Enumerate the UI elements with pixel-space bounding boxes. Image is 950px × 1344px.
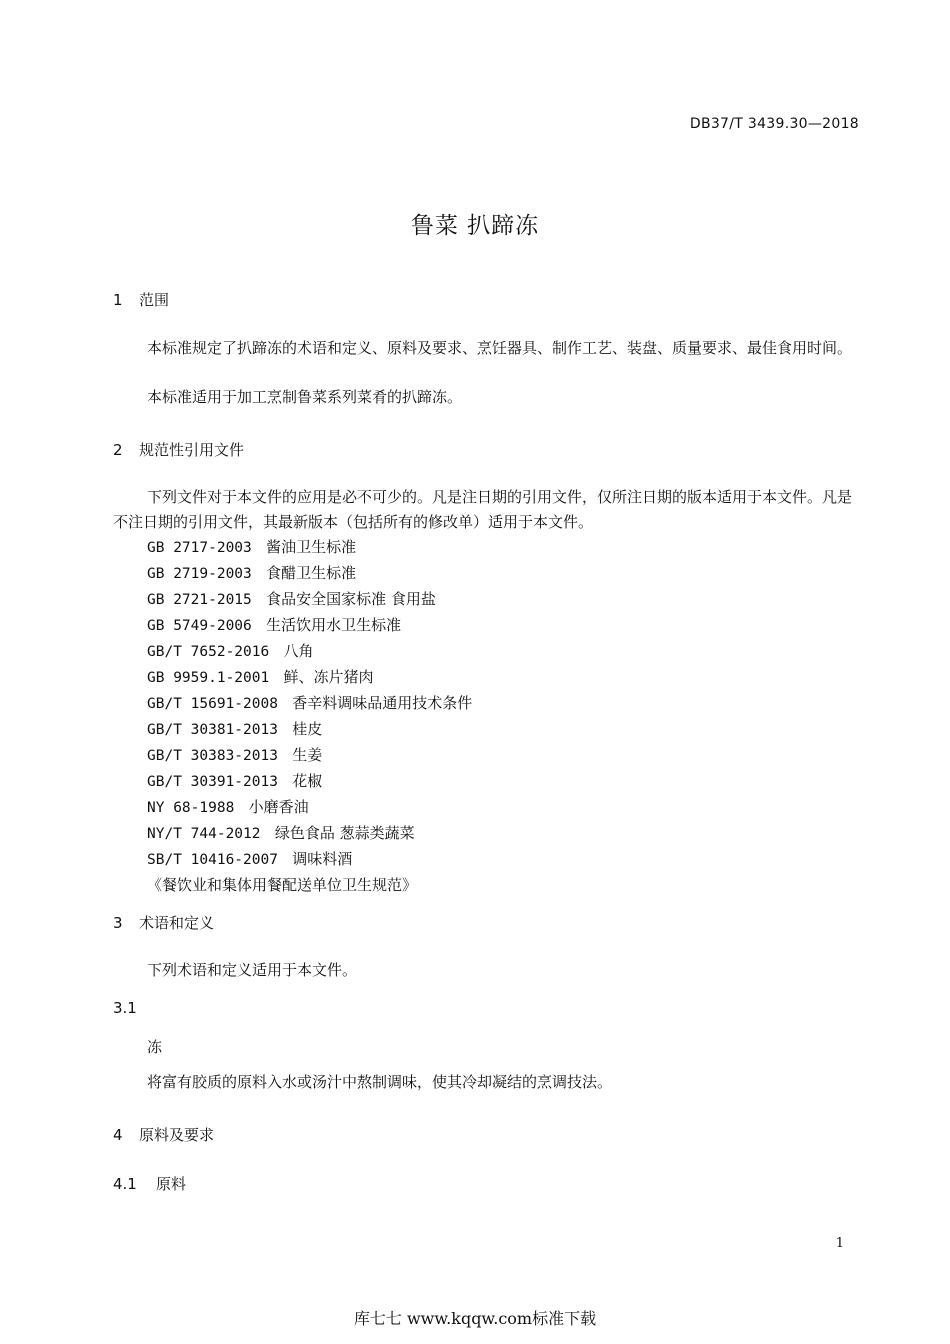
reference-name: 生姜 <box>292 746 323 764</box>
reference-item <box>147 769 472 795</box>
section-4-number: 4 <box>113 1126 123 1144</box>
reference-name: 鲜、冻片猪肉 <box>283 668 374 686</box>
reference-code: GB 2721-2015 <box>147 592 252 608</box>
document-title: 鲁菜 扒蹄冻 <box>410 213 540 239</box>
section-3-number: 3 <box>113 914 123 932</box>
subsection-4-1-number: 4.1 <box>113 1175 137 1193</box>
reference-item <box>147 639 472 665</box>
reference-item <box>147 587 472 613</box>
reference-name: 小磨香油 <box>248 798 309 816</box>
reference-name: 酱油卫生标准 <box>266 538 357 556</box>
section-4-title: 原料及要求 <box>139 1126 215 1144</box>
section-4-heading <box>113 1124 214 1145</box>
section-3-intro: 下列术语和定义适用于本文件。 <box>147 961 358 979</box>
reference-code: GB 2719-2003 <box>147 566 252 582</box>
section-2-heading <box>113 439 244 460</box>
reference-name: 调味料酒 <box>292 850 353 868</box>
reference-name: 绿色食品 葱蒜类蔬菜 <box>274 824 415 842</box>
reference-item <box>147 795 472 821</box>
reference-item <box>147 613 472 639</box>
reference-item <box>147 873 472 898</box>
reference-item <box>147 821 472 847</box>
reference-name: 《餐饮业和集体用餐配送单位卫生规范》 <box>147 876 418 894</box>
reference-name: 花椒 <box>292 772 323 790</box>
reference-code: GB/T 15691-2008 <box>147 696 278 712</box>
reference-item <box>147 535 472 561</box>
reference-item <box>147 847 472 873</box>
reference-code: SB/T 10416-2007 <box>147 852 278 868</box>
reference-code: GB 9959.1-2001 <box>147 670 270 686</box>
reference-item <box>147 691 472 717</box>
section-1-heading <box>113 289 169 310</box>
section-3-title: 术语和定义 <box>139 914 215 932</box>
section-1-paragraph-2: 本标准适用于加工烹制鲁菜系列菜肴的扒蹄冻。 <box>147 388 463 406</box>
reference-code: NY/T 744-2012 <box>147 826 261 842</box>
reference-name: 食醋卫生标准 <box>266 564 357 582</box>
reference-name: 生活饮用水卫生标准 <box>266 616 402 634</box>
reference-code: GB 5749-2006 <box>147 618 252 634</box>
reference-item <box>147 743 472 769</box>
section-3-heading <box>113 912 214 933</box>
subsection-4-1-title: 原料 <box>156 1175 187 1193</box>
section-1-paragraph-1: 本标准规定了扒蹄冻的术语和定义、原料及要求、烹饪器具、制作工艺、装盘、质量要求、最佳食用时间。 <box>147 339 853 357</box>
reference-name: 香辛料调味品通用技术条件 <box>292 694 473 712</box>
footer-watermark-text: 库七七 www.kqqw.com标准下载 <box>353 1309 597 1328</box>
reference-item <box>147 717 472 743</box>
reference-code: GB/T 30383-2013 <box>147 748 278 764</box>
subsection-4-1-heading <box>113 1173 186 1194</box>
reference-name: 桂皮 <box>292 720 323 738</box>
term-definition: 将富有胶质的原料入水或汤汁中熬制调味，使其冷却凝结的烹调技法。 <box>147 1073 613 1091</box>
reference-item <box>147 665 472 691</box>
section-1-number: 1 <box>113 291 123 309</box>
section-1-title: 范围 <box>139 291 170 309</box>
section-2-number: 2 <box>113 441 123 459</box>
term-number: 3.1 <box>113 999 137 1017</box>
section-2-intro: 下列文件对于本文件的应用是必不可少的。凡是注日期的引用文件，仅所注日期的版本适用于本文件。凡是不注日期的引用文件，其最新版本（包括所有的修改单）适用于本文件。 <box>113 488 853 531</box>
reference-list <box>147 535 472 898</box>
reference-code: NY 68-1988 <box>147 800 235 816</box>
page-number: 1 <box>835 1236 844 1251</box>
reference-name: 八角 <box>283 642 314 660</box>
reference-item <box>147 561 472 587</box>
section-2-title: 规范性引用文件 <box>139 441 245 459</box>
reference-name: 食品安全国家标准 食用盐 <box>266 590 436 608</box>
reference-code: GB/T 30381-2013 <box>147 722 278 738</box>
reference-code: GB 2717-2003 <box>147 540 252 556</box>
term-name: 冻 <box>147 1038 163 1056</box>
reference-code: GB/T 30391-2013 <box>147 774 278 790</box>
standard-code: DB37/T 3439.30—2018 <box>689 116 859 132</box>
reference-code: GB/T 7652-2016 <box>147 644 270 660</box>
